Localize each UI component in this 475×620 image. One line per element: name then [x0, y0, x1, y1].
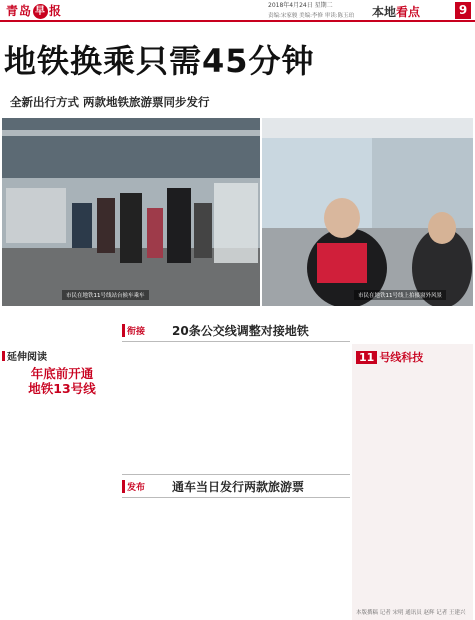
section-title: 20条公交线调整对接地铁: [172, 324, 309, 338]
masthead: [0, 0, 475, 22]
section-tag: 衔接: [122, 324, 145, 337]
train-interior-illustration: [262, 118, 473, 306]
left-column-title: 年底前开通 地铁13号线: [28, 366, 96, 396]
logo-text-left: 青岛: [6, 4, 33, 18]
section-prefix: 本地: [372, 5, 397, 19]
section-highlight: 看点: [396, 5, 421, 19]
right-title-number: 11: [356, 351, 377, 364]
right-column-panel: [352, 344, 473, 620]
newspaper-logo: [6, 2, 62, 19]
issue-date: 2018年4月24日 星期二: [268, 2, 333, 9]
photo-caption-left: 市民在地铁11号线站台候车乘车: [62, 290, 149, 300]
page-number: 9: [455, 2, 471, 19]
section-head-tickets: [122, 478, 350, 496]
staff-credits: 责编:宋家骏 美编:李修 审读:陈玉珀: [268, 13, 355, 19]
right-column-title: [356, 346, 469, 362]
right-title-text: 号线科技: [379, 351, 424, 364]
photo-train-interior: [262, 118, 473, 306]
platform-scene-illustration: [2, 118, 260, 306]
divider: [122, 341, 350, 342]
photo-platform: [2, 118, 260, 306]
left-column-kicker: 延伸阅读: [2, 348, 47, 363]
section-head-bus: [122, 322, 350, 340]
logo-badge: 早: [35, 6, 47, 17]
section-tag: 发布: [122, 480, 145, 493]
divider: [122, 497, 350, 498]
section-name: [372, 3, 420, 20]
main-headline: 地铁换乘只需45分钟: [4, 42, 315, 80]
photo-caption-right: 市民在地铁11号线上拍摄窗外风景: [354, 290, 446, 300]
logo-text-right: 报: [49, 4, 63, 18]
sub-headline: 全新出行方式 两款地铁旅游票同步发行: [10, 95, 210, 109]
section-title: 通车当日发行两款旅游票: [172, 480, 305, 494]
divider: [122, 474, 350, 475]
byline: 本版撰稿 记者 宋明 通讯员 赵辉 记者 王建兴: [356, 610, 466, 616]
